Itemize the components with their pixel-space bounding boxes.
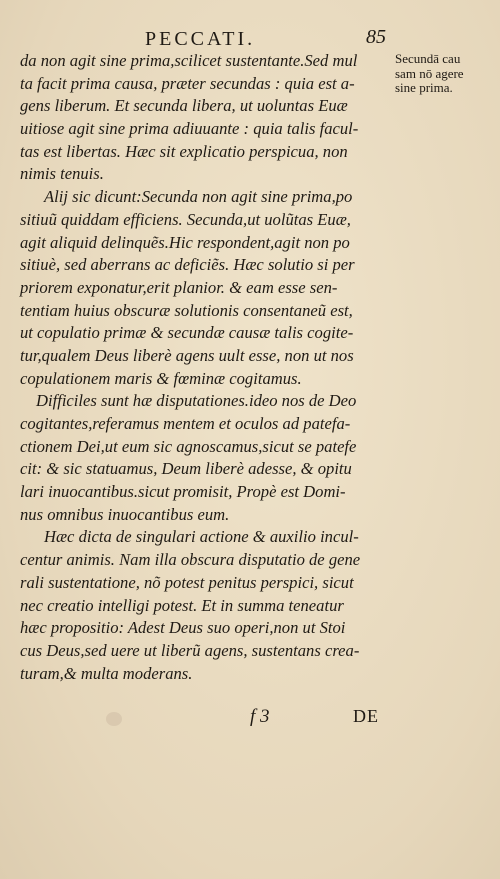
body-line: Difficiles sunt hæ disputationes.ideo nos de Deo — [36, 391, 357, 411]
body-line: hæc propositio: Adest Deus suo operi,non ut Stoi — [20, 618, 346, 638]
body-line: cit: & sic statuamus, Deum liberè adesse, & opitu — [20, 459, 352, 479]
body-line: uitiose agit sine prima adiuuante : quia talis facul- — [20, 119, 359, 139]
body-line: tur,qualem Deus liberè agens uult esse, non ut nos — [20, 345, 354, 365]
body-line: lari inuocantibus.sicut promisit, Propè est Domi- — [20, 482, 346, 502]
body-line: gens liberum. Et secunda libera, ut uoluntas Euæ — [20, 96, 348, 116]
body-line: priorem exponatur,erit planior. & eam esse sen- — [20, 277, 338, 297]
margin-note-line: Secundā cau — [395, 51, 461, 66]
body-line: rali sustentatione, nõ potest penitus perspici, sicut — [20, 572, 354, 592]
margin-note-line: sam nō agere — [395, 65, 464, 81]
body-line: Alij sic dicunt:Secunda non agit sine prima,po — [44, 187, 353, 207]
body-line: nimis tenuis. — [20, 164, 104, 184]
body-line: agit aliquid delinquẽs.Hic respondent,agit non po — [20, 232, 350, 252]
body-line: Hæc dicta de singulari actione & auxilio incul- — [44, 527, 359, 547]
body-line: ut copulatio primæ & secundæ causæ talis cogite- — [20, 323, 354, 343]
margin-note-line: sine prima. — [395, 80, 453, 95]
body-line: nus omnibus inuocantibus eum. — [20, 504, 230, 524]
page-header — [20, 28, 390, 50]
body-line: turam,& multa moderans. — [20, 663, 193, 683]
body-line: sitiuũ quiddam efficiens. Secunda,ut uolũtas Euæ, — [20, 209, 351, 229]
body-line: cogitantes,referamus mentem et oculos ad patefa- — [20, 414, 351, 433]
body-line: centur animis. Nam illa obscura disputatio de gene — [20, 550, 361, 570]
page-footer — [20, 706, 390, 730]
body-line: da non agit sine prima,scilicet sustentante.Sed mul — [20, 51, 358, 70]
catchword: DE — [353, 706, 379, 726]
signature-mark: f 3 — [250, 706, 270, 727]
body-line: copulationem maris & fœminæ cogitamus. — [20, 368, 302, 388]
body-line: tentiam huius obscuræ solutionis consentaneũ est, — [20, 300, 353, 320]
page-number: 85 — [366, 26, 386, 48]
running-title: PECCATI. — [145, 28, 256, 50]
body-line: ctionem Dei,ut eum sic agnoscamus,sicut se patefe — [20, 436, 357, 456]
body-line: nec creatio intelligi potest. Et in summa teneatur — [20, 595, 344, 615]
body-text — [20, 50, 392, 685]
body-line: cus Deus,sed uere ut liberũ agens, sustentans crea- — [20, 640, 360, 660]
margin-note — [395, 52, 495, 96]
body-line: sitiuè, sed aberrans ac deficiẽs. Hæc solutio si per — [20, 255, 355, 275]
body-line: ta facit prima causa, præter secundas : quia est a- — [20, 73, 355, 93]
body-line: tas est libertas. Hæc sit explicatio perspicua, non — [20, 141, 348, 161]
